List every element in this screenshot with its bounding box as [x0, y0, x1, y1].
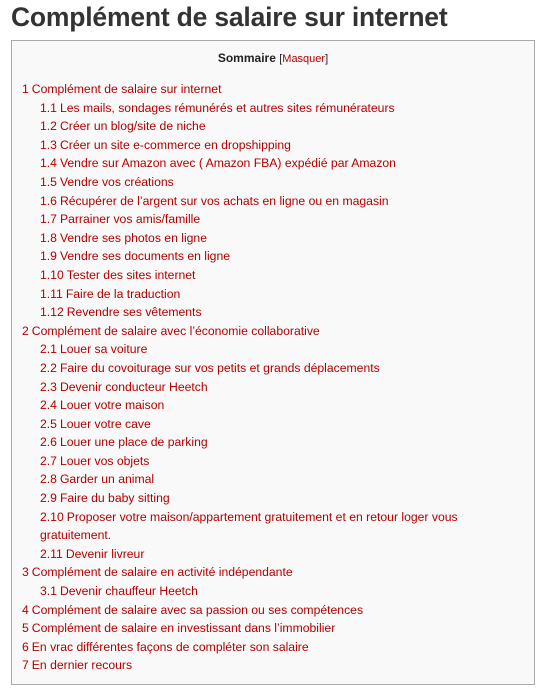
- toc-item-1-4[interactable]: [22, 154, 528, 173]
- toc-item-2-10[interactable]: [22, 508, 480, 545]
- toc-item-number: 2.1: [40, 342, 57, 357]
- toc-header: [12, 51, 534, 65]
- toc-item-2-5[interactable]: [22, 415, 528, 434]
- toc-item-label: Louer une place de parking: [59, 435, 208, 450]
- toc-item-1[interactable]: [22, 80, 528, 99]
- toc-item-label: Devenir livreur: [65, 546, 145, 561]
- toc-item-label: Créer un blog/site de niche: [59, 119, 206, 134]
- toc-item-label: Garder un animal: [59, 472, 155, 487]
- toc-item-1-10[interactable]: [22, 266, 528, 285]
- toc-item-label: Vendre ses documents en ligne: [59, 249, 231, 264]
- toc-item-label: Louer votre maison: [59, 398, 165, 413]
- toc-item-6[interactable]: [22, 638, 528, 657]
- toc-item-number: 1.4: [40, 156, 57, 171]
- toc-item-1-7[interactable]: [22, 210, 528, 229]
- toc-item-number: 5: [22, 621, 29, 636]
- toc-item-2-3[interactable]: [22, 378, 528, 397]
- page-title: Complément de salaire sur internet: [11, 2, 448, 32]
- toc-item-number: 2.11: [40, 546, 63, 561]
- toc-item-number: 1.10: [40, 267, 64, 282]
- toc-item-number: 1.8: [40, 230, 57, 245]
- toc-item-label: Revendre ses vêtements: [66, 305, 202, 320]
- toc-item-number: 1.12: [40, 305, 64, 320]
- toc-item-number: 7: [22, 658, 29, 673]
- toc-item-2-11[interactable]: [22, 545, 528, 564]
- toc-item-1-8[interactable]: [22, 229, 528, 248]
- toc-item-label: Complément de salaire avec l’économie collaborative: [31, 323, 320, 338]
- toc-item-3-1[interactable]: [22, 582, 528, 601]
- toc-item-2-9[interactable]: [22, 489, 528, 508]
- toc-item-number: 1.11: [40, 286, 63, 301]
- toc-item-label: Faire du baby sitting: [59, 491, 170, 506]
- toc-item-5[interactable]: [22, 619, 528, 638]
- toc-item-number: 6: [22, 639, 29, 654]
- toc-item-label: Récupérer de l’argent sur vos achats en ligne ou en magasin: [59, 193, 389, 208]
- toc-item-2-2[interactable]: [22, 359, 528, 378]
- toc-item-label: Devenir conducteur Heetch: [59, 379, 208, 394]
- toc-item-2[interactable]: [22, 322, 528, 341]
- toc-item-label: Créer un site e-commerce en dropshipping: [59, 137, 291, 152]
- toc-item-1-12[interactable]: [22, 303, 528, 322]
- toc-item-label: Vendre ses photos en ligne: [59, 230, 207, 245]
- toc-item-number: 2.6: [40, 435, 57, 450]
- toc-item-1-2[interactable]: [22, 117, 528, 136]
- toc-item-label: Faire du covoiturage sur vos petits et grands déplacements: [59, 360, 380, 375]
- toc-item-number: 1.1: [40, 100, 57, 115]
- toc-item-1-11[interactable]: [22, 285, 528, 304]
- toc-item-1-5[interactable]: [22, 173, 528, 192]
- toc-item-label: Proposer votre maison/appartement gratuitement et en retour loger vous gratuitement.: [40, 509, 458, 543]
- toc-item-label: Complément de salaire en activité indépendante: [31, 565, 293, 580]
- toc-item-2-6[interactable]: [22, 433, 528, 452]
- toc-item-number: 2.4: [40, 398, 57, 413]
- toc-item-label: Vendre vos créations: [59, 174, 174, 189]
- toc-item-label: Complément de salaire avec sa passion ou ses compétences: [31, 602, 364, 617]
- toc-item-1-6[interactable]: [22, 192, 528, 211]
- toc-item-number: 1.7: [40, 212, 57, 227]
- toc-item-7[interactable]: [22, 656, 528, 675]
- toc-title: Sommaire: [217, 51, 276, 65]
- toc-item-number: 2.10: [40, 509, 64, 524]
- toc-item-1-1[interactable]: [22, 99, 528, 118]
- toc-item-label: Parrainer vos amis/famille: [59, 212, 201, 227]
- toc-item-number: 2.3: [40, 379, 57, 394]
- table-of-contents: [11, 40, 535, 685]
- toc-item-number: 1.9: [40, 249, 57, 264]
- toc-item-number: 3.1: [40, 584, 57, 599]
- toc-item-1-9[interactable]: [22, 247, 528, 266]
- toc-bracket-close: ]: [325, 53, 329, 65]
- toc-item-number: 2.7: [40, 453, 57, 468]
- toc-item-label: Louer vos objets: [59, 453, 150, 468]
- toc-item-number: 3: [22, 565, 29, 580]
- toc-item-2-1[interactable]: [22, 340, 528, 359]
- toc-item-number: 2.5: [40, 416, 57, 431]
- toc-item-3[interactable]: [22, 563, 528, 582]
- toc-item-4[interactable]: [22, 601, 528, 620]
- toc-item-1-3[interactable]: [22, 136, 528, 155]
- toc-list: [22, 80, 528, 675]
- toc-item-label: En vrac différentes façons de compléter son salaire: [31, 639, 309, 654]
- toc-item-number: 1.5: [40, 174, 57, 189]
- toc-bracket-open: [: [279, 53, 283, 65]
- toc-item-number: 1.3: [40, 137, 57, 152]
- toc-item-number: 1.2: [40, 119, 57, 134]
- toc-item-label: Devenir chauffeur Heetch: [59, 584, 198, 599]
- toc-item-number: 2.2: [40, 360, 57, 375]
- toc-item-number: 2.8: [40, 472, 57, 487]
- toc-item-number: 1.6: [40, 193, 57, 208]
- toc-item-label: En dernier recours: [31, 658, 133, 673]
- toc-item-number: 4: [22, 602, 29, 617]
- toc-item-number: 2: [22, 323, 29, 338]
- toc-item-label: Louer sa voiture: [59, 342, 148, 357]
- toc-toggle-link[interactable]: Masquer: [282, 53, 326, 65]
- toc-item-label: Tester des sites internet: [66, 267, 196, 282]
- toc-item-label: Vendre sur Amazon avec ( Amazon FBA) expédié par Amazon: [59, 156, 396, 171]
- toc-item-2-7[interactable]: [22, 452, 528, 471]
- toc-item-2-8[interactable]: [22, 470, 528, 489]
- toc-item-number: 2.9: [40, 491, 57, 506]
- toc-item-label: Complément de salaire en investissant dans l’immobilier: [31, 621, 336, 636]
- toc-item-2-4[interactable]: [22, 396, 528, 415]
- toc-item-label: Complément de salaire sur internet: [31, 82, 222, 96]
- toc-item-label: Louer votre cave: [59, 416, 151, 431]
- toc-item-label: Faire de la traduction: [65, 286, 181, 301]
- toc-item-label: Les mails, sondages rémunérés et autres sites rémunérateurs: [59, 100, 395, 115]
- toc-item-number: 1: [22, 82, 29, 96]
